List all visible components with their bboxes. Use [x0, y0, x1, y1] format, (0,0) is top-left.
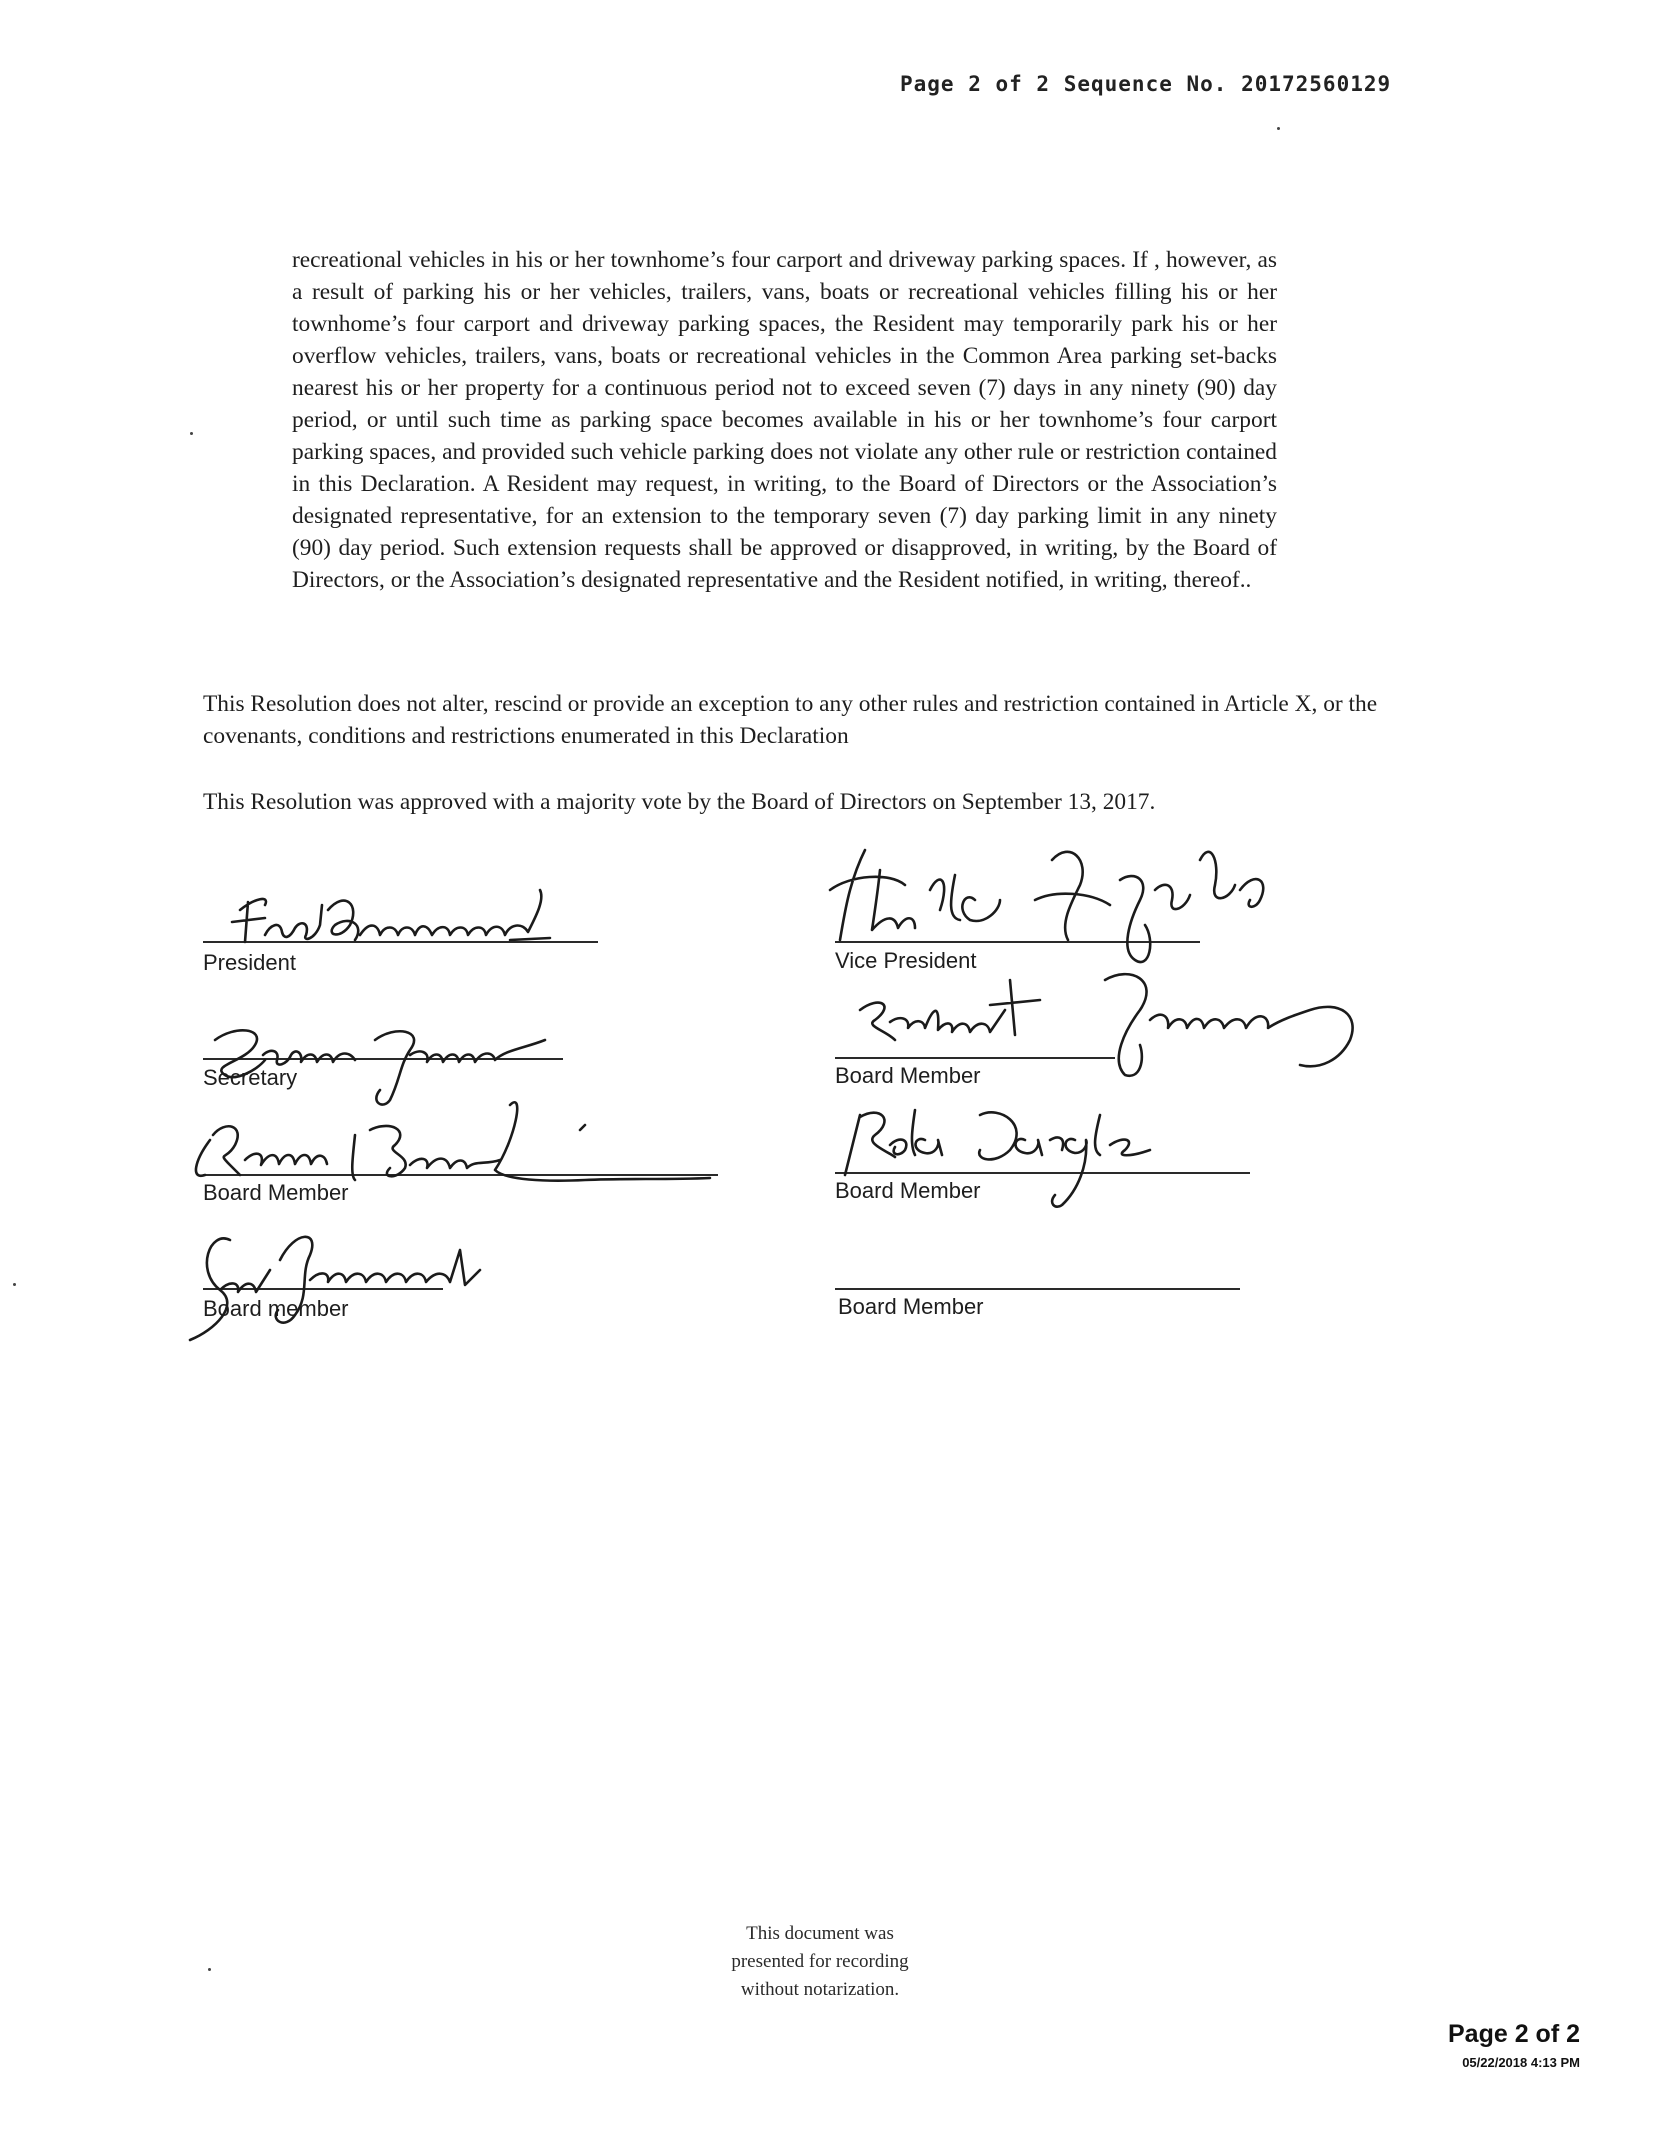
- recording-stamp: [655, 1920, 985, 2004]
- stamp-line-3: without notarization.: [740, 1979, 900, 2000]
- scan-speck: [1277, 127, 1280, 130]
- footer-timestamp: 05/22/2018 4:13 PM: [1462, 2055, 1580, 2070]
- scan-speck: [190, 432, 193, 435]
- signature-president: [210, 880, 610, 960]
- signature-board-member-3: [840, 960, 1380, 1090]
- signature-title-board-member-5: Board Member: [838, 1294, 984, 1319]
- signature-title-board-member-2: Board member: [203, 1296, 349, 1321]
- signature-board-member-2: [160, 1210, 620, 1360]
- signature-title-board-member-3: Board Member: [835, 1063, 981, 1088]
- resolution-approval-paragraph: This Resolution was approved with a majority vote by the Board of Directors on September 13, 2017.: [203, 789, 1156, 815]
- scan-speck: [13, 1283, 16, 1286]
- signature-title-board-member-1: Board Member: [203, 1180, 349, 1205]
- footer-page-number: Page 2 of 2: [1448, 2020, 1580, 2048]
- signature-title-president: President: [203, 950, 296, 975]
- body-continuation-paragraph: recreational vehicles in his or her townhome’s four carport and driveway parking spaces. If , however, as a result of parking his or her vehicles, trailers, vans, boats or recreational vehicles filling his or her townhome’s four carport and driveway parking spaces, the Resident may temporarily park his or her overflow vehicles, trailers, vans, boats or recreational vehicles in the Common Area parking set-backs nearest his or her property for a continuous period not to exceed seven (7) days in any ninety (90) day period, or until such time as parking space becomes available in his or her townhome’s four carport parking spaces, and provided such vehicle parking does not violate any other rule or restriction contained in this Declaration. A Resident may request, in writing, to the Board of Directors or the Association’s designated representative, for an extension to the temporary seven (7) day parking limit in any ninety (90) day period. Such extension requests shall be approved or disapproved, in writing, by the Board of Directors, or the Association’s designated representative and the Resident notified, in writing, thereof..: [292, 247, 1277, 593]
- signature-title-secretary: Secretary: [203, 1065, 298, 1090]
- stamp-line-1: This document was: [746, 1923, 894, 1944]
- signature-title-board-member-4: Board Member: [835, 1178, 981, 1203]
- signature-board-member-4: [830, 1095, 1190, 1215]
- sequence-header: Page 2 of 2 Sequence No. 20172560129: [900, 72, 1392, 96]
- scan-speck: [208, 1968, 211, 1971]
- stamp-line-2: presented for recording: [731, 1951, 909, 1972]
- signature-title-vice-president: Vice President: [835, 948, 977, 973]
- resolution-scope-paragraph: This Resolution does not alter, rescind or provide an exception to any other rules and restriction contained in Article X, or the covenants, conditions and restrictions enumerated in this Declaration: [203, 691, 1378, 749]
- signature-line-board-member-5: [835, 1288, 1240, 1290]
- signature-board-member-1: [165, 1080, 725, 1210]
